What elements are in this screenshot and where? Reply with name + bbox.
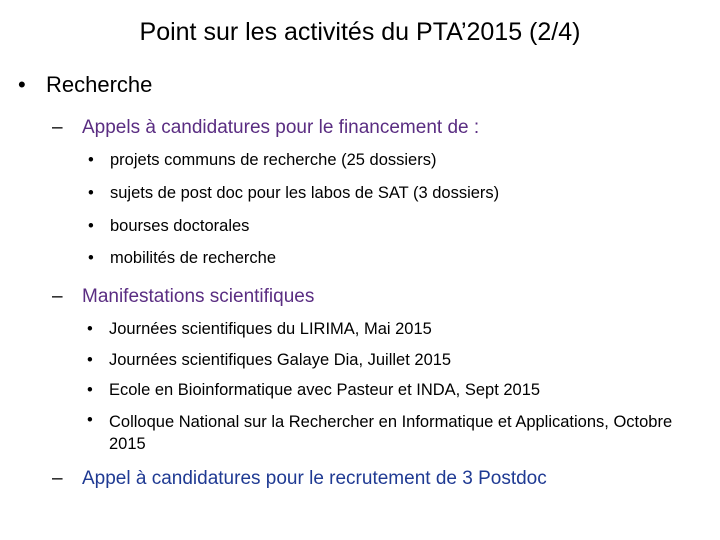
subsection-dash: – <box>52 468 63 489</box>
item-bullet: • <box>88 249 94 267</box>
slide-title: Point sur les activités du PTA’2015 (2/4) <box>139 18 581 46</box>
item-bullet: • <box>88 151 94 169</box>
item-text: Ecole en Bioinformatique avec Pasteur et INDA, Sept 2015 <box>109 381 541 399</box>
item-bullet: • <box>88 184 94 202</box>
item-bullet: • <box>87 381 93 399</box>
list-item <box>88 151 436 170</box>
subsection-appel-postdoc <box>52 468 547 490</box>
subsection-label: Appels à candidatures pour le financement de : <box>82 117 480 138</box>
item-bullet: • <box>87 351 93 369</box>
subsection-dash: – <box>52 117 63 138</box>
list-item <box>88 184 499 203</box>
list-item <box>88 217 249 236</box>
list-item <box>87 320 432 339</box>
item-text: mobilités de recherche <box>110 249 276 267</box>
subsection-appels <box>52 117 479 139</box>
section-bullet: • <box>18 72 26 97</box>
subsection-label: Appel à candidatures pour le recrutement de 3 Postdoc <box>82 468 547 489</box>
item-bullet: • <box>87 411 93 429</box>
list-item <box>87 381 540 400</box>
item-text: sujets de post doc pour les labos de SAT (3 dossiers) <box>110 184 500 202</box>
list-item <box>87 351 451 370</box>
item-text: bourses doctorales <box>110 217 250 235</box>
item-bullet: • <box>88 217 94 235</box>
item-text: Colloque National sur la Rechercher en Informatique et Applications, Octobre 2015 <box>109 413 673 453</box>
section-label: Recherche <box>46 72 153 97</box>
section-recherche <box>18 72 152 98</box>
subsection-manifestations <box>52 286 314 308</box>
subsection-dash: – <box>52 286 63 307</box>
subsection-label: Manifestations scientifiques <box>82 286 315 307</box>
item-bullet: • <box>87 320 93 338</box>
item-text: Journées scientifiques Galaye Dia, Juillet 2015 <box>109 351 452 369</box>
item-text: Journées scientifiques du LIRIMA, Mai 2015 <box>109 320 432 338</box>
item-text: projets communs de recherche (25 dossiers) <box>110 151 437 169</box>
list-item <box>87 411 679 455</box>
list-item <box>88 249 276 268</box>
